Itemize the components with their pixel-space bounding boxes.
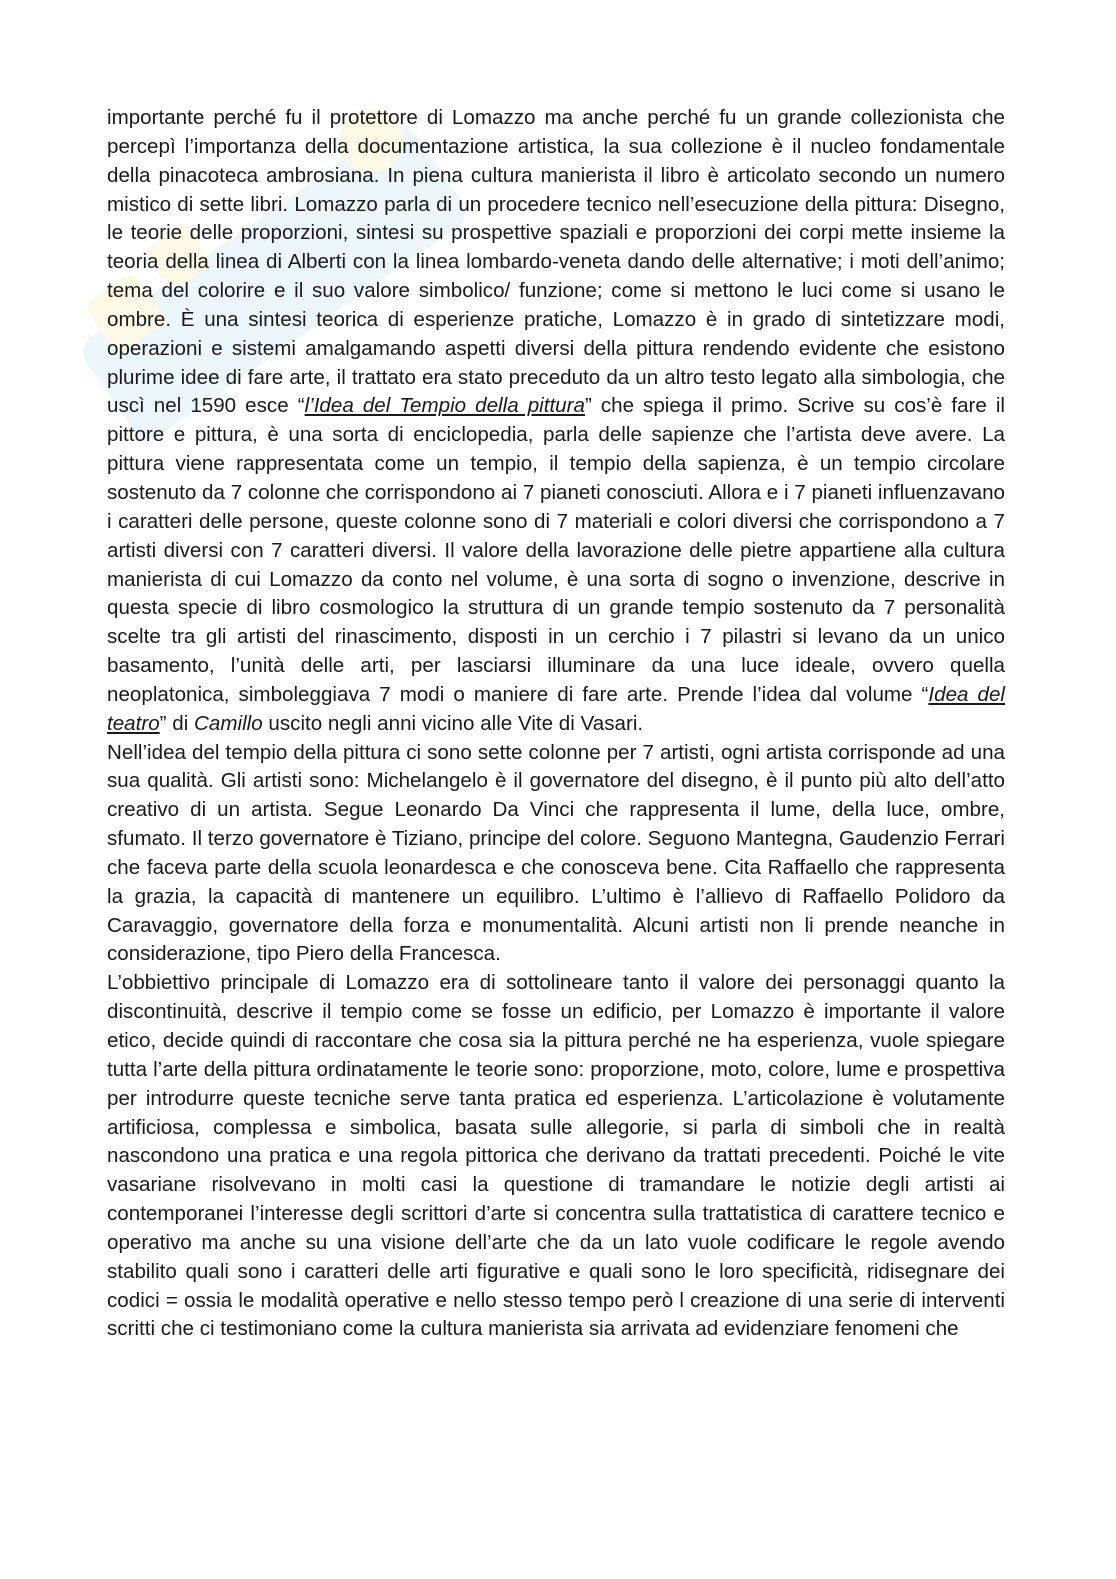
text-segment: L’obbiettivo principale di Lomazzo era di sottolineare tanto il valore dei personaggi quanto la discontinuità, descrive il tempio come se fosse un edificio, per Lomazzo è importante il valore etico, decide quindi di raccontare che cosa sia la pittura perché ne ha esperienza, vuole spiegare tutta l’arte della pittura ordinatamente le teorie sono: proporzione, moto, colore, lume e prospettiva per introdurre queste tecniche serve tanta pratica ed esperienza. L’articolazione è volutamente artificiosa, complessa e simbolica, basata sulle allegorie, si parla di simboli che in realtà nascondono una pratica e una regola pittorica che derivano da trattati precedenti. Poiché le vite vasariane risolvevano in molti casi la questione di tramandare le notizie degli artisti ai contemporanei l’interesse degli scrittori d’arte si concentra sulla trattatistica di carattere tecnico e operativo ma anche su una visione dell’arte che da un lato vuole codificare le regole avendo stabilito quali sono i caratteri delle arti figurative e quali sono le loro specificità, ridisegnare dei codici = ossia le modalità operative e nello stesso tempo però l creazione di una serie di interventi scritti che ci testimoniano come la cultura manierista sia arrivata ad evidenziare fenomeni che: [107, 971, 1005, 1341]
author-name-camillo: Camillo: [194, 711, 263, 735]
paragraph-1: [107, 104, 1005, 739]
text-segment: ” di: [159, 711, 195, 735]
paragraph-2: [107, 739, 1005, 970]
text-segment: Nell’idea del tempio della pittura ci sono sette colonne per 7 artisti, ogni artista corrisponde ad una sua qualità. Gli artisti sono: Michelangelo è il governatore del disegno, è il punto più alto dell’atto creativo di un artista. Segue Leonardo Da Vinci che rappresenta il lume, della luce, ombre, sfumato. Il terzo governatore è Tiziano, principe del colore. Seguono Mantegna, Gaudenzio Ferrari che faceva parte della scuola leonardesca e che conosceva bene. Cita Raffaello che rappresenta la grazia, la capacità di mantenere un equilibro. L’ultimo è l’allievo di Raffaello Polidoro da Caravaggio, governatore della forza e monumentalità. Alcuni artisti non li prende neanche in considerazione, tipo Piero della Francesca.: [107, 740, 1005, 966]
book-title-tempio: l’Idea del Tempio della pittura: [304, 394, 585, 418]
paragraph-3: [107, 969, 1005, 1344]
book-title-teatro: Idea del teatro: [107, 682, 1005, 735]
text-segment: ” che spiega il primo. Scrive su cos’è fare il pittore e pittura, è una sorta di enciclopedia, parla delle sapienze che l’artista deve avere. La pittura viene rappresentata come un tempio, il tempio della sapienza, è un tempio circolare sostenuto da 7 colonne che corrispondono ai 7 pianeti conosciuti. Allora e i 7 pianeti influenzavano i caratteri delle persone, queste colonne sono di 7 materiali e colori diversi che corrispondono a 7 artisti diversi con 7 caratteri diversi. Il valore della lavorazione delle pietre appartiene alla cultura manierista di cui Lomazzo da conto nel volume, è una sorta di sogno o invenzione, descrive in questa specie di libro cosmologico la struttura di un grande tempio sostenuto da 7 personalità scelte tra gli artisti del rinascimento, disposti in un cerchio i 7 pilastri si levano da un unico basamento, l’unità delle arti, per lasciarsi illuminare da una luce ideale, ovvero quella neoplatonica, simboleggiava 7 modi o maniere di fare arte. Prende l’idea dal volume “: [107, 394, 1006, 706]
body-text: [107, 104, 1005, 1344]
text-segment: importante perché fu il protettore di Lomazzo ma anche perché fu un grande collezionista che percepì l’importanza della documentazione artistica, la sua collezione è il nucleo fondamentale della pinacoteca ambrosiana. In piena cultura manierista il libro è articolato secondo un numero mistico di sette libri. Lomazzo parla di un procedere tecnico nell’esecuzione della pittura: Disegno, le teorie delle proporzioni, sintesi su prospettive spaziali e proporzioni dei corpi mette insieme la teoria della linea di Alberti con la linea lombardo-veneta dando delle alternative; i moti dell’animo; tema del colorire e il suo valore simbolico/ funzione; come si mettono le luci come si usano le ombre. È una sintesi teorica di esperienze pratiche, Lomazzo è in grado di sintetizzare modi, operazioni e sistemi amalgamando aspetti diversi della pittura rendendo evidente che esistono plurime idee di fare arte, il trattato era stato preceduto da un altro testo legato alla simbologia, che uscì nel 1590 esce “: [107, 106, 1005, 418]
text-segment: uscito negli anni vicino alle Vite di Vasari.: [262, 711, 644, 735]
